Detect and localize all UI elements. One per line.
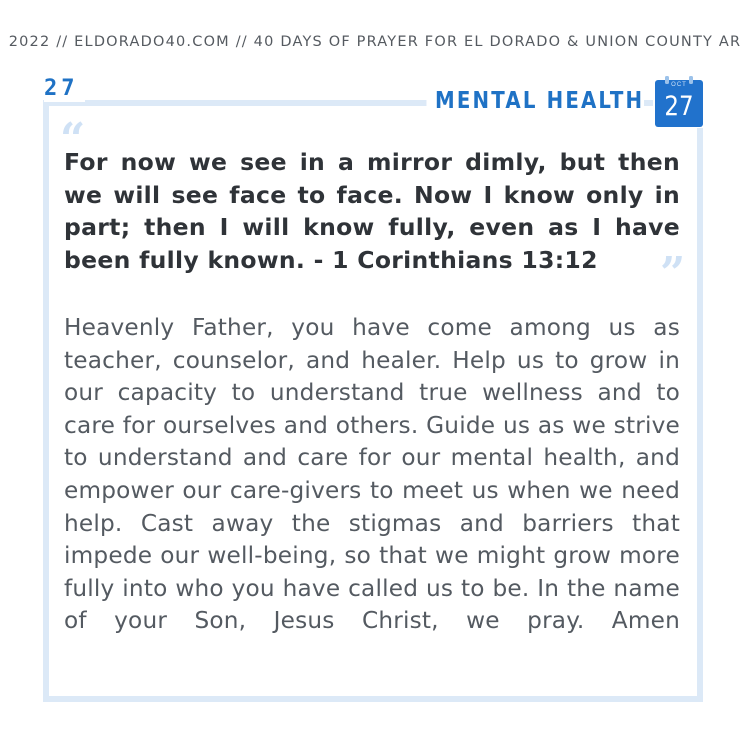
close-quote-icon: ” (660, 248, 686, 299)
scripture-verse: For now we see in a mirror dimly, but then we will see face to face. Now I know only in part; then I will know fully, even as I have been fully known. - 1 Corinthians 13:12 (64, 148, 680, 274)
open-quote-icon: “ (60, 114, 86, 165)
calendar-day: 27 (664, 91, 694, 122)
topic-title: MENTAL HEALTH (426, 86, 644, 116)
prayer-text: Heavenly Father, you have come among us as teacher, counselor, and healer. Help us to grow in our capacity to understand true wellness and to care for ourselves and others. Guide us as we strive to understand and care for our mental health, and empower our care-givers to meet us when we need help. Cast away the stigmas and barriers that impede our well-being, so that we might grow more fully into who you have called us to be. In the name of your Son, Jesus Christ, we pray. Amen (64, 314, 680, 635)
calendar-icon (653, 76, 709, 128)
day-number: 27 (44, 76, 85, 102)
header-line: 2022 // ELDORADO40.COM // 40 DAYS OF PRAYER FOR EL DORADO & UNION COUNTY AR (8, 34, 742, 50)
calendar-month: OCT (671, 82, 687, 88)
